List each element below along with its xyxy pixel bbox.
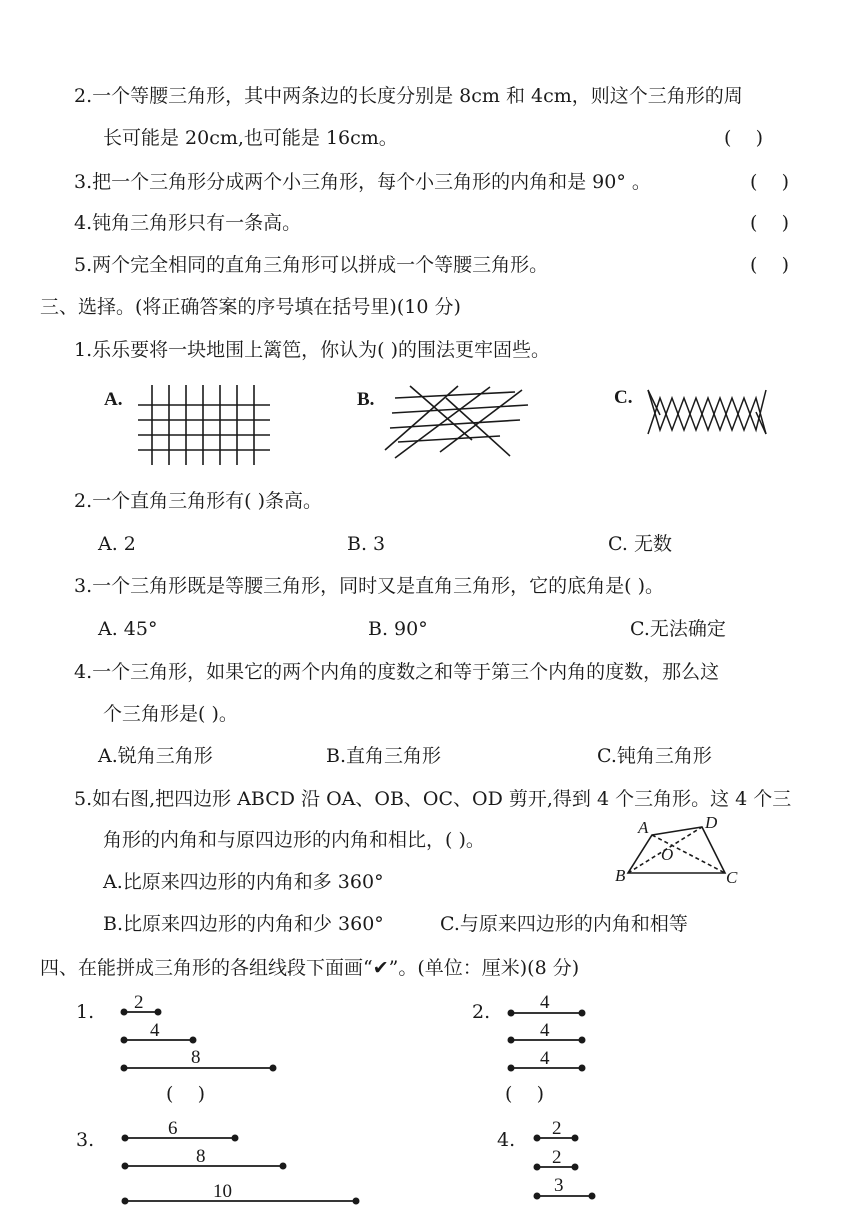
segment-length-label: 2	[134, 992, 144, 1013]
mc-q2-option-c: C. 无数	[608, 533, 672, 555]
q4-text: 4.钝角三角形只有一条高。	[74, 212, 302, 234]
mc-q2-option-a: A. 2	[98, 533, 136, 555]
segment-length-label: 8	[191, 1047, 201, 1068]
section3-heading: 三、选择。(将正确答案的序号填在括号里)(10 分)	[40, 296, 461, 318]
mc-q2: 2.一个直角三角形有( )条高。	[74, 490, 322, 512]
group-1-answer-blank[interactable]: ( )	[166, 1083, 205, 1105]
mc-q1-option-b-label: B.	[357, 389, 375, 410]
fence-grid-figure	[138, 385, 270, 465]
section4-heading: 四、在能拼成三角形的各组线段下面画“✔”。(单位：厘米)(8 分)	[40, 957, 580, 979]
group-2-number: 2.	[472, 1001, 491, 1023]
segment-length-label: 2	[552, 1147, 562, 1168]
mc-q1: 1.乐乐要将一块地围上篱笆，你认为( )的围法更牢固些。	[74, 339, 550, 361]
mc-q3-option-a: A. 45°	[98, 618, 158, 640]
q2-line2: 长可能是 20cm,也可能是 16cm。	[103, 127, 398, 149]
mc-q4-option-b: B.直角三角形	[326, 745, 442, 767]
mc-q3-option-b: B. 90°	[368, 618, 428, 640]
segment-length-label: 6	[168, 1118, 178, 1139]
group-2-answer-blank[interactable]: ( )	[505, 1083, 544, 1105]
segment-length-label: 4	[540, 1020, 550, 1041]
group-3-number: 3.	[76, 1129, 95, 1151]
mc-q5-option-b: B.比原来四边形的内角和少 360°	[103, 913, 384, 935]
segment-groups	[121, 1009, 594, 1203]
q2-line1: 2.一个等腰三角形，其中两条边的长度分别是 8cm 和 4cm，则这个三角形的周	[74, 85, 743, 107]
answer-blank[interactable]: ( )	[750, 254, 789, 276]
answer-blank[interactable]: ( )	[750, 171, 789, 193]
mc-q5-line2: 角形的内角和与原四边形的内角和相比，( )。	[103, 829, 485, 851]
mc-q5-option-a: A.比原来四边形的内角和多 360°	[103, 871, 384, 893]
mc-q3: 3.一个三角形既是等腰三角形，同时又是直角三角形，它的底角是( )。	[74, 575, 664, 597]
group-4-number: 4.	[497, 1129, 516, 1151]
mc-q5-option-c: C.与原来四边形的内角和相等	[440, 913, 688, 935]
segment-length-label: 2	[552, 1118, 562, 1139]
mc-q4-line1: 4.一个三角形，如果它的两个内角的度数之和等于第三个内角的度数，那么这	[74, 661, 720, 683]
mc-q1-option-a-label: A.	[104, 389, 123, 410]
segment-length-label: 4	[540, 992, 550, 1013]
fence-zigzag-figure	[648, 390, 766, 434]
mc-q1-option-c-label: C.	[614, 387, 633, 408]
vertex-label-c: C	[726, 868, 738, 887]
q3-text: 3.把一个三角形分成两个小三角形，每个小三角形的内角和是 90° 。	[74, 171, 651, 193]
segment-length-label: 4	[540, 1048, 550, 1069]
mc-q2-option-b: B. 3	[347, 533, 386, 555]
mc-q3-option-c: C.无法确定	[630, 618, 726, 640]
segment-length-label: 8	[196, 1146, 206, 1167]
q5-text: 5.两个完全相同的直角三角形可以拼成一个等腰三角形。	[74, 254, 549, 276]
segment-length-label: 10	[213, 1181, 232, 1202]
vertex-label-b: B	[615, 866, 626, 885]
mc-q4-option-a: A.锐角三角形	[98, 745, 213, 767]
answer-blank[interactable]: ( )	[724, 127, 763, 149]
mc-q5-line1: 5.如右图,把四边形 ABCD 沿 OA、OB、OC、OD 剪开,得到 4 个三角形。这 4 个三	[74, 788, 792, 810]
vertex-label-d: D	[705, 813, 718, 832]
vertex-label-a: A	[638, 818, 649, 837]
mc-q4-line2: 个三角形是( )。	[103, 703, 238, 725]
mc-q4-option-c: C.钝角三角形	[597, 745, 712, 767]
fence-diagonal-figure	[385, 386, 528, 458]
answer-blank[interactable]: ( )	[750, 212, 789, 234]
segment-length-label: 3	[554, 1175, 564, 1196]
segment-length-label: 4	[150, 1020, 160, 1041]
vertex-label-o: O	[661, 845, 674, 864]
group-1-number: 1.	[76, 1001, 95, 1023]
